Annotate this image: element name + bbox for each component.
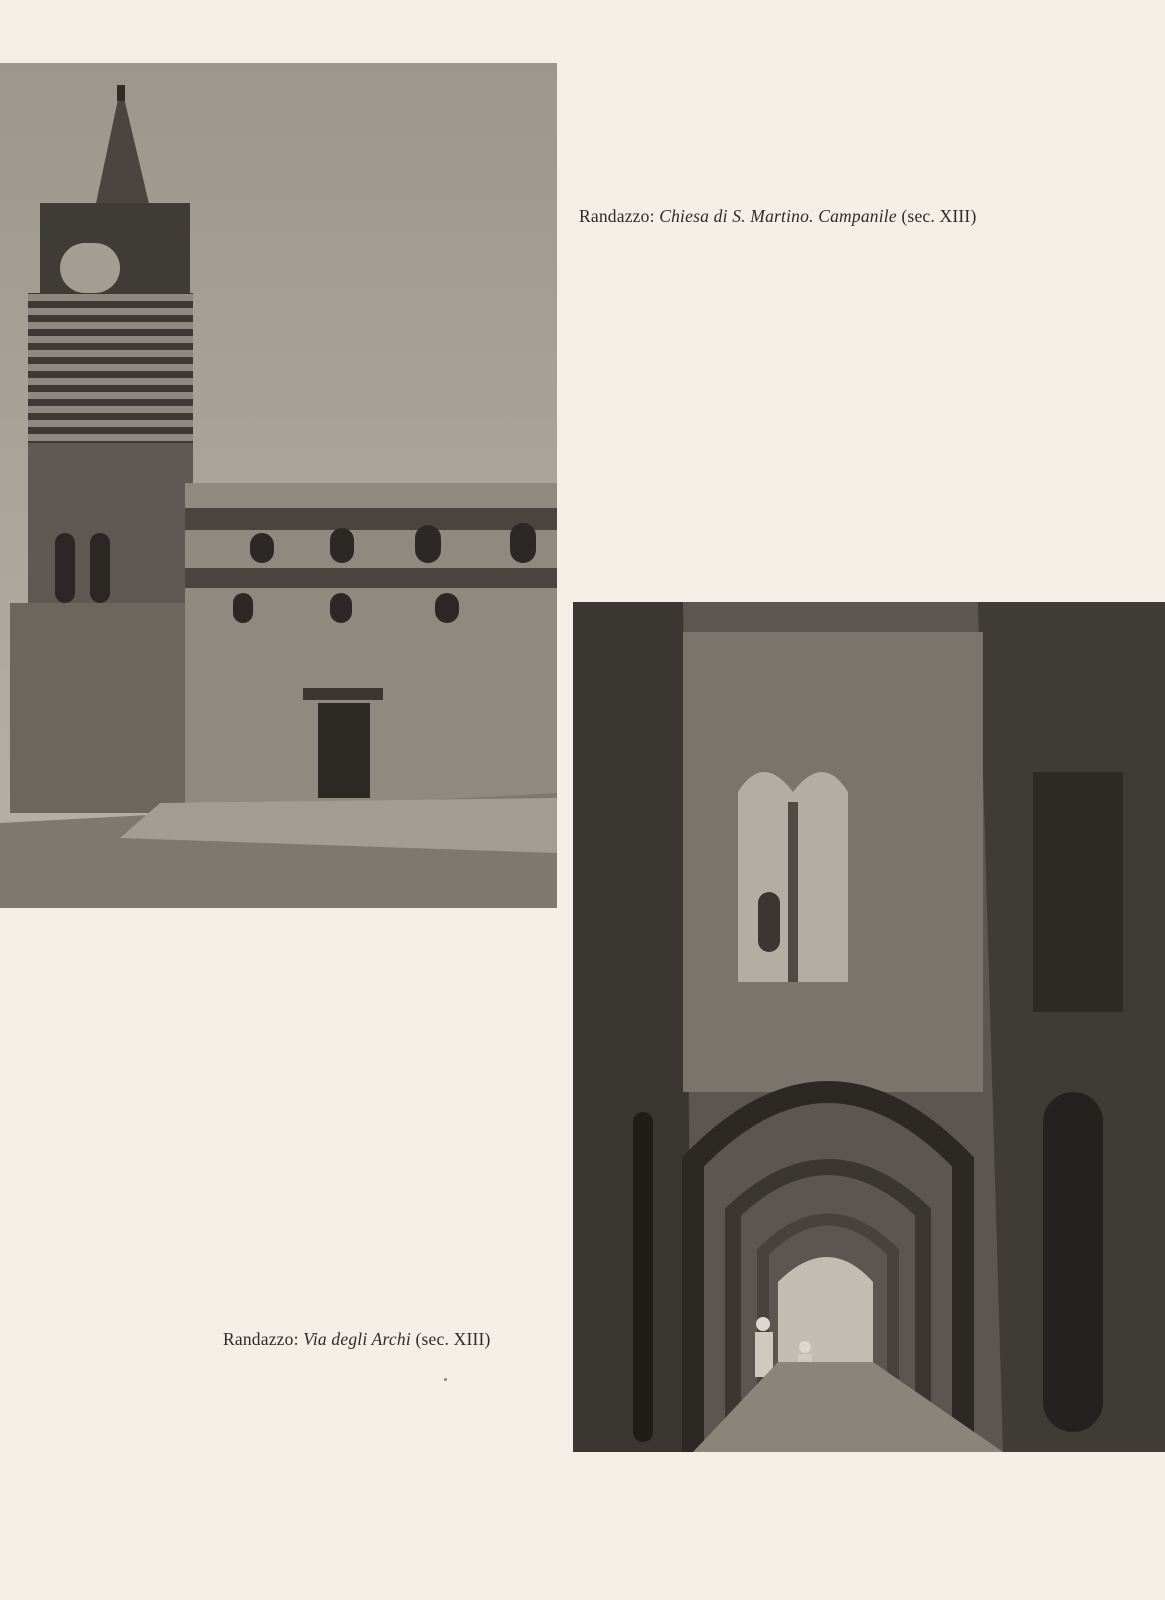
arches-illustration [573,602,1165,1452]
church-photo [0,63,557,908]
church-caption-date: (sec. XIII) [901,206,977,226]
church-caption [579,206,976,227]
church-illustration [0,63,557,908]
arches-caption-title: Via degli Archi [303,1329,411,1349]
arches-photo [573,602,1165,1452]
arches-caption [223,1329,491,1350]
paper-speck [444,1378,447,1381]
arches-caption-date: (sec. XIII) [415,1329,491,1349]
arches-caption-place: Randazzo: [223,1329,299,1349]
church-caption-place: Randazzo: [579,206,655,226]
church-caption-title: Chiesa di S. Martino. Campanile [659,206,897,226]
